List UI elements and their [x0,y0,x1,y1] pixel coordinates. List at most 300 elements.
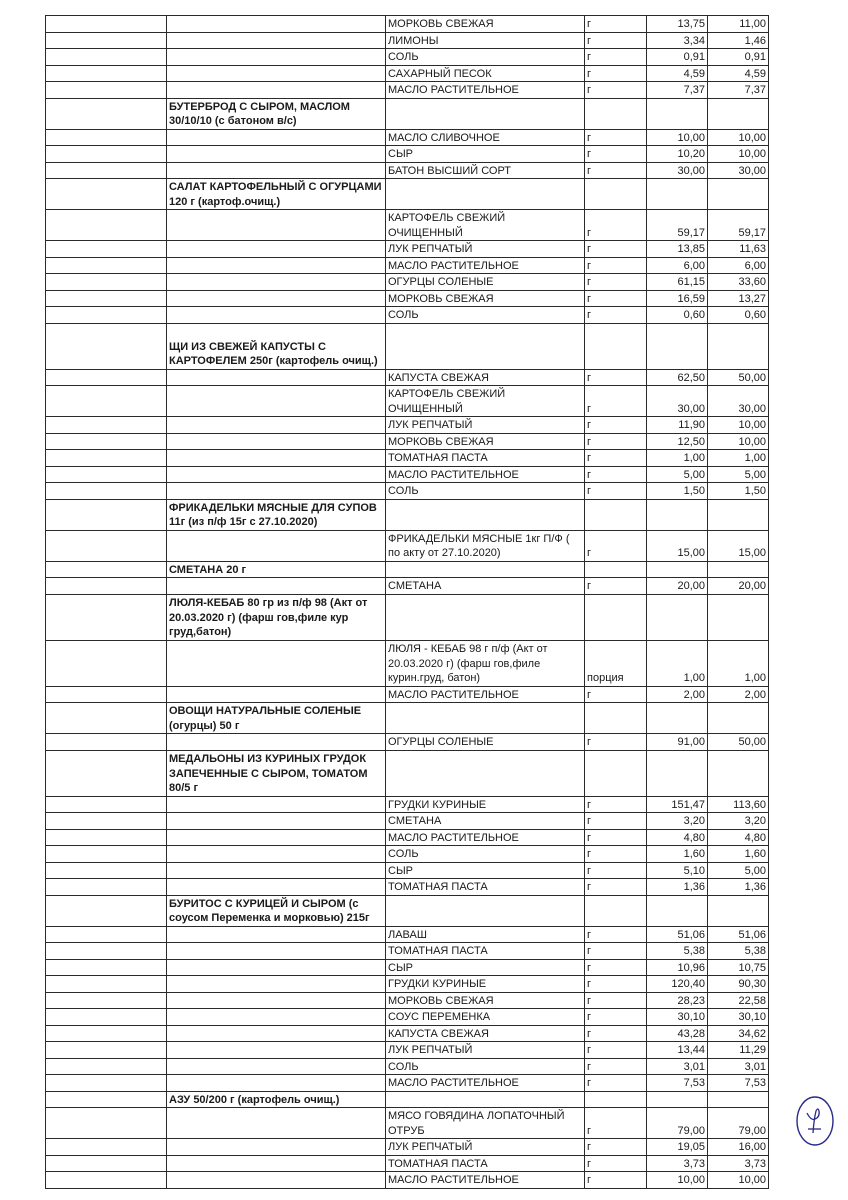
brutto-cell: 7,37 [647,82,708,99]
netto-cell: 10,00 [708,1172,769,1189]
dish-header-row [46,499,769,530]
ingredient-cell: ЛУК РЕПЧАТЫЙ [386,241,585,258]
dish-name-cell [167,146,386,163]
netto-cell [708,703,769,734]
netto-cell: 13,27 [708,290,769,307]
ingredient-cell: ЛУК РЕПЧАТЫЙ [386,1042,585,1059]
ingredient-row [46,1009,769,1026]
dish-name-cell [167,862,386,879]
ingredient-row [46,274,769,291]
dish-name-cell [167,1139,386,1156]
index-cell [46,65,167,82]
dish-header-row [46,594,769,640]
ingredient-row [46,1172,769,1189]
dish-name-cell [167,879,386,896]
brutto-cell [647,750,708,796]
unit-cell: г [585,146,647,163]
ingredient-cell: КАПУСТА СВЕЖАЯ [386,369,585,386]
index-cell [46,895,167,926]
ingredient-cell: МАСЛО РАСТИТЕЛЬНОЕ [386,1075,585,1092]
ingredient-row [46,417,769,434]
unit-cell: г [585,943,647,960]
ingredient-cell [386,1091,585,1108]
unit-cell: г [585,846,647,863]
ingredient-cell [386,561,585,578]
index-cell [46,274,167,291]
index-cell [46,146,167,163]
dish-name-cell [167,1058,386,1075]
unit-cell: г [585,65,647,82]
index-cell [46,1075,167,1092]
index-cell [46,162,167,179]
netto-cell: 5,38 [708,943,769,960]
ingredient-row [46,241,769,258]
dish-name-cell [167,530,386,561]
dish-header-row [46,179,769,210]
ingredient-cell: СЫР [386,862,585,879]
brutto-cell: 5,00 [647,466,708,483]
ingredient-cell: МЯСО ГОВЯДИНА ЛОПАТОЧНЫЙ ОТРУБ [386,1108,585,1139]
netto-cell: 0,60 [708,307,769,324]
netto-cell: 10,00 [708,129,769,146]
brutto-cell: 0,91 [647,49,708,66]
ingredient-cell: ЛУК РЕПЧАТЫЙ [386,417,585,434]
brutto-cell: 30,10 [647,1009,708,1026]
ingredient-cell: КАПУСТА СВЕЖАЯ [386,1025,585,1042]
ingredient-cell: ГРУДКИ КУРИНЫЕ [386,796,585,813]
brutto-cell [647,98,708,129]
dish-name-cell [167,65,386,82]
brutto-cell [647,594,708,640]
unit-cell: г [585,992,647,1009]
dish-name-cell [167,943,386,960]
dish-name-cell: ОВОЩИ НАТУРАЛЬНЫЕ СОЛЕНЫЕ (огурцы) 50 г [167,703,386,734]
ingredient-cell: МАСЛО РАСТИТЕЛЬНОЕ [386,466,585,483]
dish-name-cell [167,1042,386,1059]
unit-cell: г [585,450,647,467]
ingredient-row [46,734,769,751]
netto-cell: 1,46 [708,32,769,49]
index-cell [46,1139,167,1156]
netto-cell: 3,20 [708,813,769,830]
ingredient-row [46,146,769,163]
unit-cell [585,98,647,129]
unit-cell: г [585,1009,647,1026]
unit-cell: г [585,976,647,993]
netto-cell: 30,10 [708,1009,769,1026]
netto-cell: 0,91 [708,49,769,66]
index-cell [46,1155,167,1172]
ingredient-row [46,813,769,830]
unit-cell: г [585,959,647,976]
dish-name-cell [167,386,386,417]
unit-cell: г [585,686,647,703]
dish-header-row [46,895,769,926]
dish-name-cell [167,1009,386,1026]
netto-cell [708,561,769,578]
unit-cell: г [585,386,647,417]
unit-cell: г [585,1075,647,1092]
ingredient-row [46,846,769,863]
brutto-cell: 120,40 [647,976,708,993]
brutto-cell [647,323,708,369]
netto-cell: 113,60 [708,796,769,813]
index-cell [46,846,167,863]
ingredient-cell [386,895,585,926]
dish-name-cell [167,1075,386,1092]
ingredient-row [46,49,769,66]
dish-header-row [46,561,769,578]
index-cell [46,813,167,830]
ingredient-row [46,433,769,450]
netto-cell: 1,00 [708,450,769,467]
brutto-cell: 3,01 [647,1058,708,1075]
ingredient-cell [386,750,585,796]
brutto-cell: 11,90 [647,417,708,434]
brutto-cell: 1,36 [647,879,708,896]
brutto-cell: 5,38 [647,943,708,960]
ingredient-cell: БАТОН ВЫСШИЙ СОРТ [386,162,585,179]
unit-cell: г [585,483,647,500]
unit-cell: г [585,796,647,813]
index-cell [46,369,167,386]
netto-cell: 7,53 [708,1075,769,1092]
index-cell [46,734,167,751]
brutto-cell: 10,20 [647,146,708,163]
index-cell [46,578,167,595]
dish-name-cell: ФРИКАДЕЛЬКИ МЯСНЫЕ ДЛЯ СУПОВ 11г (из п/ф 15г с 27.10.2020) [167,499,386,530]
dish-name-cell [167,129,386,146]
recipe-table-body [46,16,769,1189]
ingredient-cell: ТОМАТНАЯ ПАСТА [386,879,585,896]
brutto-cell: 51,06 [647,926,708,943]
ingredient-cell: СМЕТАНА [386,813,585,830]
ingredient-cell: ОГУРЦЫ СОЛЕНЫЕ [386,734,585,751]
index-cell [46,1091,167,1108]
ingredient-cell: СОЛЬ [386,307,585,324]
unit-cell: г [585,578,647,595]
index-cell [46,98,167,129]
ingredient-cell [386,98,585,129]
ingredient-cell: МОРКОВЬ СВЕЖАЯ [386,16,585,33]
dish-name-cell [167,959,386,976]
dish-name-cell [167,49,386,66]
unit-cell: г [585,16,647,33]
ingredient-cell: ЛУК РЕПЧАТЫЙ [386,1139,585,1156]
index-cell [46,686,167,703]
ingredient-row [46,686,769,703]
unit-cell: г [585,1139,647,1156]
brutto-cell: 16,59 [647,290,708,307]
index-cell [46,1025,167,1042]
ingredient-cell: ЛИМОНЫ [386,32,585,49]
ingredient-cell: САХАРНЫЙ ПЕСОК [386,65,585,82]
brutto-cell: 1,60 [647,846,708,863]
ingredient-cell [386,499,585,530]
dish-name-cell: СМЕТАНА 20 г [167,561,386,578]
index-cell [46,16,167,33]
unit-cell [585,895,647,926]
netto-cell: 11,00 [708,16,769,33]
dish-name-cell [167,813,386,830]
netto-cell: 15,00 [708,530,769,561]
dish-header-row [46,98,769,129]
unit-cell: г [585,257,647,274]
index-cell [46,257,167,274]
brutto-cell: 6,00 [647,257,708,274]
unit-cell: г [585,1172,647,1189]
ingredient-row [46,943,769,960]
dish-header-row [46,1091,769,1108]
ingredient-row [46,926,769,943]
brutto-cell: 4,80 [647,829,708,846]
ingredient-row [46,210,769,241]
brutto-cell: 59,17 [647,210,708,241]
ingredient-row [46,466,769,483]
brutto-cell [647,703,708,734]
brutto-cell: 5,10 [647,862,708,879]
index-cell [46,290,167,307]
dish-name-cell [167,162,386,179]
brutto-cell: 10,00 [647,1172,708,1189]
netto-cell [708,98,769,129]
brutto-cell: 61,15 [647,274,708,291]
netto-cell: 22,58 [708,992,769,1009]
netto-cell: 10,00 [708,433,769,450]
dish-name-cell: МЕДАЛЬОНЫ ИЗ КУРИНЫХ ГРУДОК ЗАПЕЧЕННЫЕ С СЫРОМ, ТОМАТОМ 80/5 г [167,750,386,796]
brutto-cell: 30,00 [647,386,708,417]
netto-cell: 30,00 [708,386,769,417]
unit-cell: г [585,307,647,324]
netto-cell: 3,01 [708,1058,769,1075]
unit-cell: г [585,1155,647,1172]
brutto-cell: 10,00 [647,129,708,146]
netto-cell: 16,00 [708,1139,769,1156]
unit-cell: г [585,32,647,49]
dish-name-cell [167,16,386,33]
netto-cell: 10,00 [708,417,769,434]
brutto-cell [647,561,708,578]
unit-cell: г [585,162,647,179]
dish-name-cell [167,1172,386,1189]
ingredient-row [46,1075,769,1092]
index-cell [46,323,167,369]
unit-cell: порция [585,640,647,686]
dish-name-cell [167,210,386,241]
index-cell [46,386,167,417]
unit-cell: г [585,813,647,830]
netto-cell: 5,00 [708,466,769,483]
netto-cell: 11,29 [708,1042,769,1059]
dish-name-cell [167,241,386,258]
unit-cell [585,1091,647,1108]
index-cell [46,129,167,146]
netto-cell: 4,80 [708,829,769,846]
index-cell [46,976,167,993]
ingredient-row [46,129,769,146]
index-cell [46,433,167,450]
brutto-cell: 7,53 [647,1075,708,1092]
index-cell [46,1042,167,1059]
dish-name-cell [167,686,386,703]
dish-name-cell: САЛАТ КАРТОФЕЛЬНЫЙ С ОГУРЦАМИ 120 г (картоф.очищ.) [167,179,386,210]
dish-name-cell [167,1025,386,1042]
index-cell [46,1058,167,1075]
brutto-cell: 62,50 [647,369,708,386]
index-cell [46,450,167,467]
index-cell [46,796,167,813]
netto-cell: 33,60 [708,274,769,291]
index-cell [46,943,167,960]
netto-cell: 30,00 [708,162,769,179]
ingredient-row [46,483,769,500]
ingredient-row [46,1025,769,1042]
netto-cell: 2,00 [708,686,769,703]
brutto-cell: 20,00 [647,578,708,595]
dish-name-cell [167,976,386,993]
dish-name-cell [167,450,386,467]
brutto-cell: 19,05 [647,1139,708,1156]
ingredient-cell: МАСЛО РАСТИТЕЛЬНОЕ [386,257,585,274]
unit-cell: г [585,129,647,146]
netto-cell: 11,63 [708,241,769,258]
ingredient-cell [386,179,585,210]
index-cell [46,561,167,578]
ingredient-cell: ГРУДКИ КУРИНЫЕ [386,976,585,993]
dish-name-cell [167,369,386,386]
netto-cell: 3,73 [708,1155,769,1172]
brutto-cell: 1,00 [647,450,708,467]
netto-cell [708,594,769,640]
netto-cell: 5,00 [708,862,769,879]
index-cell [46,32,167,49]
brutto-cell: 12,50 [647,433,708,450]
ingredient-cell [386,594,585,640]
unit-cell [585,499,647,530]
page-mark-text: 7 [793,1093,794,1094]
brutto-cell: 1,00 [647,640,708,686]
unit-cell: г [585,241,647,258]
dish-name-cell [167,992,386,1009]
dish-name-cell [167,307,386,324]
ingredient-row [46,530,769,561]
ingredient-row [46,386,769,417]
netto-cell: 1,50 [708,483,769,500]
netto-cell [708,1091,769,1108]
ingredient-row [46,1139,769,1156]
dish-header-row [46,323,769,369]
netto-cell: 90,30 [708,976,769,993]
brutto-cell [647,895,708,926]
unit-cell: г [585,926,647,943]
unit-cell [585,750,647,796]
unit-cell: г [585,1042,647,1059]
ingredient-row [46,82,769,99]
netto-cell: 1,36 [708,879,769,896]
unit-cell: г [585,530,647,561]
netto-cell: 59,17 [708,210,769,241]
dish-name-cell [167,483,386,500]
netto-cell [708,179,769,210]
dish-name-cell [167,926,386,943]
ingredient-row [46,829,769,846]
unit-cell: г [585,274,647,291]
ingredient-row [46,307,769,324]
ingredient-row [46,796,769,813]
unit-cell: г [585,466,647,483]
ingredient-row [46,1042,769,1059]
index-cell [46,82,167,99]
unit-cell: г [585,1108,647,1139]
netto-cell: 50,00 [708,369,769,386]
unit-cell: г [585,734,647,751]
dish-name-cell [167,640,386,686]
netto-cell [708,499,769,530]
ingredient-cell [386,703,585,734]
dish-name-cell [167,433,386,450]
unit-cell: г [585,1058,647,1075]
brutto-cell: 79,00 [647,1108,708,1139]
index-cell [46,703,167,734]
ingredient-row [46,32,769,49]
ingredient-row [46,879,769,896]
netto-cell: 50,00 [708,734,769,751]
ingredient-row [46,290,769,307]
dish-name-cell [167,32,386,49]
ingredient-row [46,369,769,386]
dish-name-cell: БУТЕРБРОД С СЫРОМ, МАСЛОМ 30/10/10 (с батоном в/с) [167,98,386,129]
dish-name-cell [167,1108,386,1139]
brutto-cell: 151,47 [647,796,708,813]
netto-cell: 1,00 [708,640,769,686]
index-cell [46,49,167,66]
netto-cell: 34,62 [708,1025,769,1042]
index-cell [46,1009,167,1026]
dish-name-cell [167,417,386,434]
recipe-table [45,15,769,1189]
index-cell [46,466,167,483]
brutto-cell [647,1091,708,1108]
unit-cell: г [585,210,647,241]
unit-cell: г [585,49,647,66]
index-cell [46,530,167,561]
index-cell [46,926,167,943]
unit-cell: г [585,1025,647,1042]
dish-name-cell [167,257,386,274]
dish-name-cell [167,578,386,595]
ingredient-row [46,992,769,1009]
index-cell [46,483,167,500]
ingredient-row [46,162,769,179]
ingredient-cell: ЛЮЛЯ - КЕБАБ 98 г п/ф (Акт от 20.03.2020 г) (фарш гов,филе курин.груд, батон) [386,640,585,686]
ingredient-cell: СОЛЬ [386,1058,585,1075]
brutto-cell: 2,00 [647,686,708,703]
ingredient-cell: ФРИКАДЕЛЬКИ МЯСНЫЕ 1кг П/Ф ( по акту от 27.10.2020) [386,530,585,561]
ingredient-cell: МОРКОВЬ СВЕЖАЯ [386,290,585,307]
unit-cell: г [585,82,647,99]
unit-cell [585,561,647,578]
dish-name-cell: БУРИТОС С КУРИЦЕЙ И СЫРОМ (с соусом Переменка и морковью) 215г [167,895,386,926]
index-cell [46,640,167,686]
unit-cell [585,594,647,640]
ingredient-cell: ТОМАТНАЯ ПАСТА [386,1155,585,1172]
ingredient-cell: СОЛЬ [386,483,585,500]
unit-cell [585,323,647,369]
ingredient-cell: КАРТОФЕЛЬ СВЕЖИЙ ОЧИЩЕННЫЙ [386,386,585,417]
index-cell [46,1108,167,1139]
ingredient-cell: КАРТОФЕЛЬ СВЕЖИЙ ОЧИЩЕННЫЙ [386,210,585,241]
brutto-cell: 10,96 [647,959,708,976]
